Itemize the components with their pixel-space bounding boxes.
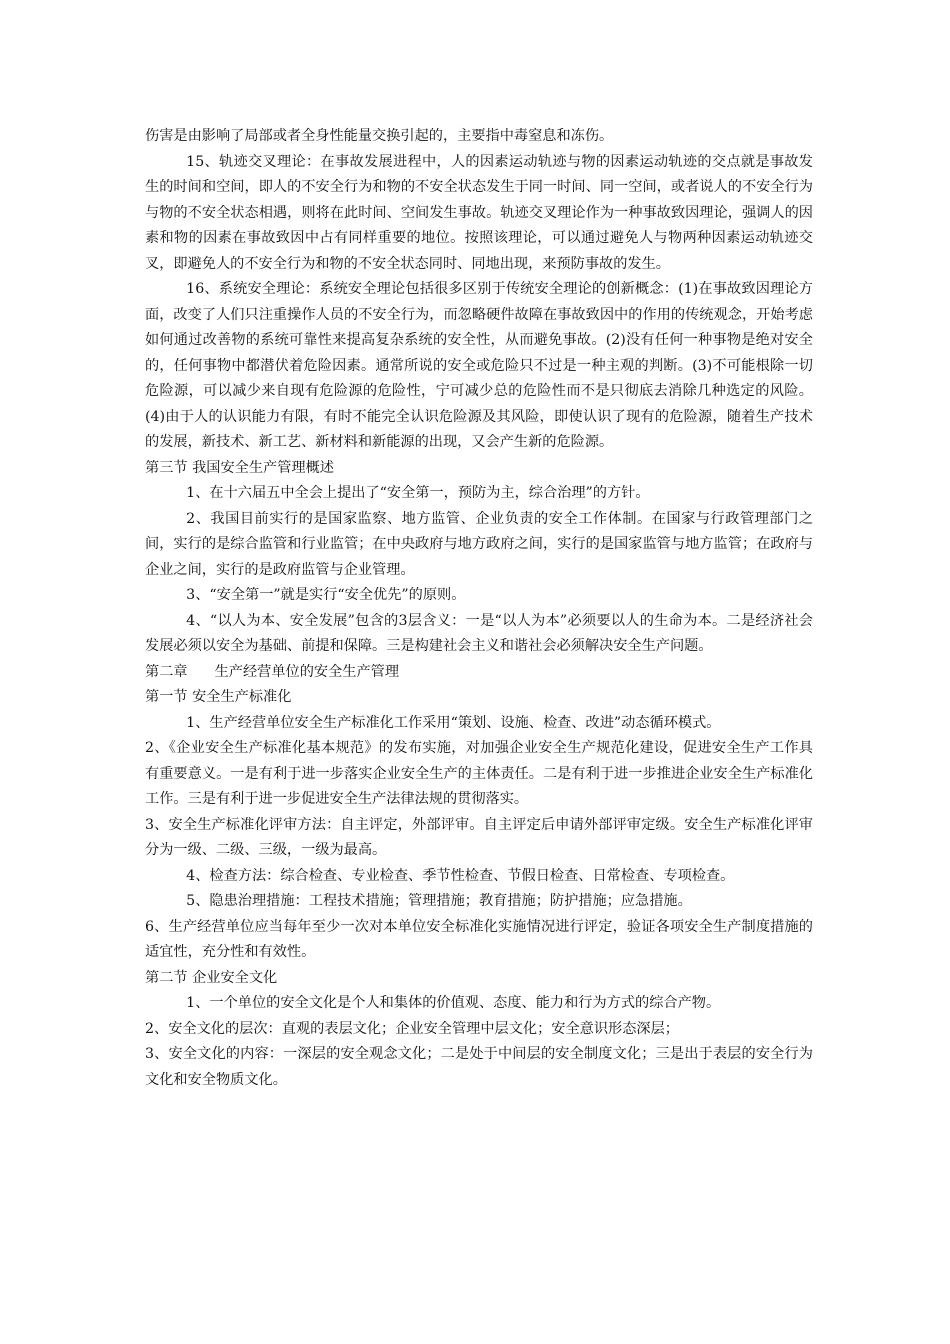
paragraph-c2s1-item-3: 3、安全生产标准化评审方法：自主评定，外部评审。自主评定后申请外部评审定级。安全生产标准化评审分为一级、二级、三级，一级为最高。 xyxy=(145,816,813,858)
section-heading-2-1: 第一节 安全生产标准化 xyxy=(145,689,292,705)
paragraph-c2s1-item-2: 2、《企业安全生产标准化基本规范》的发布实施，对加强企业安全生产规范化建设，促进安全生产工作具有重要意义。一是有利于进一步落实企业安全生产的主体责任。二是有利于进一步推进企业安全生产标准化工作。三是有利于进一步促进安全生产法律法规的贯彻落实。 xyxy=(145,740,813,807)
paragraph-c2s1-item-4: 4、检查方法：综合检查、专业检查、季节性检查、节假日检查、日常检查、专项检查。 xyxy=(186,867,735,884)
paragraph-item-16: 16、系统安全理论：系统安全理论包括很多区别于传统安全理论的创新概念：(1)在事故致因理论方面，改变了人们只注重操作人员的不安全行为，而忽略硬件故障在事故致因中的作用的传统观念，开始考虑如何通过改善物的系统可靠性来提高复杂系统的安全性，从而避免事故。(2)没有任何一种事物是绝对安全的，任何事物中都潜伏着危险因素。通常所说的安全或危险只不过是一种主观的判断。(3)不可能根除一切危险源，可以减少来自现有危险源的危险性，宁可减少总的危险性而不是只彻底去消除几种选定的风险。(4)由于人的认识能力有限，有时不能完全认识危险源及其风险，即使认识了现有的危险源，随着生产技术的发展，新技术、新工艺、新材料和新能源的出现，又会产生新的危险源。 xyxy=(145,281,813,450)
paragraph-c2s1-item-5: 5、隐患治理措施：工程技术措施；管理措施；教育措施；防护措施；应急措施。 xyxy=(186,893,692,909)
section-heading-2-2: 第二节 企业安全文化 xyxy=(145,969,278,986)
paragraph-s3-item-1: 1、在十六届五中全会上提出了“安全第一，预防为主，综合治理”的方针。 xyxy=(186,485,650,501)
paragraph-s3-item-2: 2、我国目前实行的是国家监察、地方监管、企业负责的安全工作体制。在国家与行政管理部门之间，实行的是综合监管和行业监管；在中央政府与地方政府之间，实行的是国家监管与地方监管；在政府与企业之间，实行的是政府监管与企业管理。 xyxy=(145,510,813,578)
section-heading-3: 第三节 我国安全生产管理概述 xyxy=(145,459,334,476)
paragraph-s3-item-3: 3、“安全第一”就是实行“安全优先”的原则。 xyxy=(186,587,466,603)
paragraph-c2s2-item-3: 3、安全文化的内容：一深层的安全观念文化；二是处于中间层的安全制度文化；三是出于表层的安全行为文化和安全物质文化。 xyxy=(145,1046,813,1088)
paragraph-c2s2-item-2: 2、安全文化的层次：直观的表层文化；企业安全管理中层文化；安全意识形态深层； xyxy=(145,1020,679,1037)
paragraph-continued: 伤害是由影响了局部或者全身性能量交换引起的，主要指中毒窒息和冻伤。 xyxy=(145,128,614,144)
document-page xyxy=(145,124,813,1093)
paragraph-item-15: 15、轨迹交叉理论：在事故发展进程中，人的因素运动轨迹与物的因素运动轨迹的交点就是事故发生的时间和空间，即人的不安全行为和物的不安全状态发生于同一时间、同一空间，或者说人的不安全行为与物的不安全状态相遇，则将在此时间、空间发生事故。轨迹交叉理论作为一种事故致因理论，强调人的因素和物的因素在事故致因中占有同样重要的地位。按照该理论，可以通过避免人与物两种因素运动轨迹交叉，即避免人的不安全行为和物的不安全状态同时、同地出现，来预防事故的发生。 xyxy=(145,153,813,272)
paragraph-c2s1-item-1: 1、生产经营单位安全生产标准化工作采用“策划、设施、检查、改进”动态循环模式。 xyxy=(186,714,721,731)
paragraph-s3-item-4: 4、“以人为本、安全发展”包含的3层含义：一是“以人为本”必须要以人的生命为本。二是经济社会发展必须以安全为基础、前提和保障。三是构建社会主义和谐社会必须解决安全生产问题。 xyxy=(145,612,813,654)
paragraph-c2s2-item-1: 1、一个单位的安全文化是个人和集体的价值观、态度、能力和行为方式的综合产物。 xyxy=(186,995,721,1011)
paragraph-c2s1-item-6: 6、生产经营单位应当每年至少一次对本单位安全标准化实施情况进行评定，验证各项安全生产制度措施的适宜性，充分性和有效性。 xyxy=(145,918,813,960)
chapter-heading-2: 第二章 生产经营单位的安全生产管理 xyxy=(145,663,400,680)
